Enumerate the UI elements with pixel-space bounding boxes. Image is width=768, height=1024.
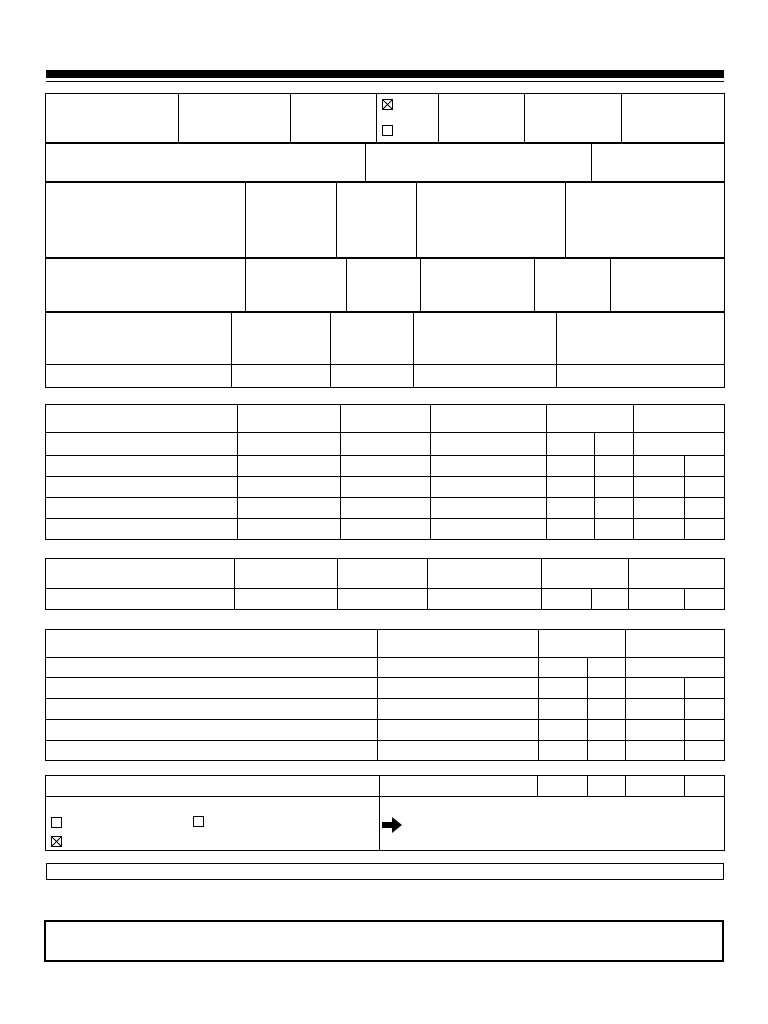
table-cell[interactable] [341, 519, 431, 540]
table-cell[interactable] [378, 658, 539, 678]
table-cell[interactable] [341, 456, 431, 477]
header-cell [46, 630, 378, 658]
field-cell[interactable] [557, 365, 725, 388]
table-cell[interactable] [685, 699, 725, 720]
field-cell[interactable] [46, 258, 246, 313]
field-cell[interactable] [592, 143, 725, 183]
field-cell[interactable] [232, 312, 331, 365]
table-cell[interactable] [547, 519, 595, 540]
table-cell[interactable] [685, 678, 725, 699]
field-cell[interactable] [337, 182, 417, 259]
table-cell[interactable] [595, 498, 634, 519]
table-cell[interactable] [595, 433, 634, 456]
table-cell[interactable] [634, 433, 725, 456]
table-cell[interactable] [595, 519, 634, 540]
table-cell[interactable] [685, 589, 725, 610]
header-cell [238, 405, 341, 433]
table-cell[interactable] [238, 433, 341, 456]
table-cell[interactable] [626, 658, 725, 678]
header-cell [46, 405, 238, 433]
field-cell[interactable] [566, 182, 725, 259]
table-cell[interactable] [539, 699, 588, 720]
table-cell[interactable] [431, 456, 547, 477]
field-cell[interactable] [46, 312, 232, 365]
section-1-row-3 [45, 181, 725, 259]
table-cell[interactable] [634, 477, 685, 498]
table-cell[interactable] [634, 456, 685, 477]
table-cell[interactable] [378, 678, 539, 699]
table-cell[interactable] [46, 658, 378, 678]
section-1-row-4 [45, 257, 725, 313]
table-cell[interactable] [238, 498, 341, 519]
table-cell[interactable] [46, 589, 235, 610]
table-cell[interactable] [235, 589, 338, 610]
table-cell[interactable] [685, 519, 725, 540]
table-cell[interactable] [547, 433, 595, 456]
field-cell[interactable] [439, 94, 525, 144]
field-cell[interactable] [347, 258, 421, 313]
header-cell [46, 559, 235, 589]
table-cell[interactable] [626, 678, 685, 699]
header-cell [626, 630, 725, 658]
table-cell[interactable] [685, 776, 725, 797]
table-cell[interactable] [238, 456, 341, 477]
table-cell[interactable] [588, 699, 626, 720]
table-cell[interactable] [539, 678, 588, 699]
table-cell[interactable] [547, 477, 595, 498]
section-1-row-5 [45, 311, 725, 388]
table-cell[interactable] [685, 477, 725, 498]
table-cell[interactable] [634, 498, 685, 519]
section-5-table [45, 775, 725, 851]
table-cell[interactable] [341, 477, 431, 498]
bottom-box[interactable] [44, 920, 724, 962]
table-cell[interactable] [547, 498, 595, 519]
table-cell[interactable] [626, 741, 685, 761]
checkbox-left-bottom[interactable] [51, 836, 62, 847]
table-cell[interactable] [626, 720, 685, 741]
table-cell[interactable] [431, 433, 547, 456]
header-cell [547, 405, 634, 433]
table-cell[interactable] [588, 678, 626, 699]
field-cell[interactable] [246, 182, 337, 259]
field-cell[interactable] [246, 258, 347, 313]
table-cell[interactable] [539, 741, 588, 761]
table-cell[interactable] [588, 658, 626, 678]
table-cell[interactable] [592, 589, 629, 610]
table-cell[interactable] [431, 477, 547, 498]
table-cell[interactable] [46, 741, 378, 761]
checkbox-cell [377, 94, 439, 144]
table-cell[interactable] [538, 776, 588, 797]
header-cell [338, 559, 428, 589]
header-cell [378, 630, 539, 658]
field-cell[interactable] [46, 143, 366, 183]
table-cell[interactable] [539, 720, 588, 741]
field-cell[interactable] [232, 365, 331, 388]
field-cell[interactable] [557, 312, 725, 365]
header-cell [235, 559, 338, 589]
table-cell[interactable] [46, 456, 238, 477]
table-cell[interactable] [626, 699, 685, 720]
field-cell[interactable] [414, 312, 557, 365]
checkbox-b[interactable] [382, 125, 393, 136]
table-cell[interactable] [46, 498, 238, 519]
field-cell[interactable] [414, 365, 557, 388]
header-cell [629, 559, 725, 589]
table-cell[interactable] [431, 498, 547, 519]
section-2-table [45, 404, 725, 540]
field-cell[interactable] [622, 94, 725, 144]
checkbox-a[interactable] [382, 99, 393, 110]
table-cell[interactable] [685, 720, 725, 741]
table-cell[interactable] [685, 498, 725, 519]
section-1-row-2 [45, 142, 725, 183]
field-cell[interactable] [46, 365, 232, 388]
field-cell[interactable] [417, 182, 566, 259]
right-arrow-icon [382, 817, 402, 833]
section-3-table [45, 558, 725, 610]
table-cell[interactable] [46, 776, 380, 797]
table-cell[interactable] [380, 776, 538, 797]
table-cell[interactable] [547, 456, 595, 477]
note-box[interactable] [46, 863, 724, 880]
field-cell[interactable] [291, 94, 377, 144]
header-thin-rule [46, 81, 724, 82]
table-cell[interactable] [46, 678, 378, 699]
table-cell[interactable] [685, 741, 725, 761]
field-cell[interactable] [421, 258, 535, 313]
table-cell[interactable] [542, 589, 592, 610]
table-cell[interactable] [46, 477, 238, 498]
table-cell[interactable] [341, 433, 431, 456]
checkbox-left-top[interactable] [51, 817, 62, 828]
table-cell[interactable] [378, 720, 539, 741]
table-cell[interactable] [685, 456, 725, 477]
table-cell[interactable] [595, 477, 634, 498]
section-1-grid [45, 93, 724, 388]
header-cell [431, 405, 547, 433]
section-4-table [45, 629, 725, 761]
header-cell [539, 630, 626, 658]
table-cell[interactable] [341, 498, 431, 519]
header-thick-rule [46, 70, 724, 78]
field-cell[interactable] [535, 258, 611, 313]
table-cell[interactable] [46, 720, 378, 741]
field-cell[interactable] [525, 94, 622, 144]
table-cell[interactable] [588, 741, 626, 761]
table-cell[interactable] [626, 776, 685, 797]
header-cell [634, 405, 725, 433]
field-cell[interactable] [331, 312, 414, 365]
table-cell[interactable] [539, 658, 588, 678]
table-cell[interactable] [238, 519, 341, 540]
table-cell[interactable] [431, 519, 547, 540]
table-cell[interactable] [588, 776, 626, 797]
arrow-cell [380, 797, 725, 851]
header-cell [341, 405, 431, 433]
table-cell[interactable] [46, 519, 238, 540]
field-cell[interactable] [46, 182, 246, 259]
checkbox-group-cell [46, 797, 380, 851]
table-cell[interactable] [378, 699, 539, 720]
table-cell[interactable] [428, 589, 542, 610]
field-cell[interactable] [331, 365, 414, 388]
table-cell[interactable] [629, 589, 685, 610]
field-cell[interactable] [46, 94, 179, 144]
table-cell[interactable] [338, 589, 428, 610]
table-cell[interactable] [634, 519, 685, 540]
section-1-row-1 [45, 93, 725, 144]
table-cell[interactable] [588, 720, 626, 741]
field-cell[interactable] [179, 94, 291, 144]
table-cell[interactable] [46, 433, 238, 456]
header-cell [428, 559, 542, 589]
field-cell[interactable] [611, 258, 725, 313]
table-cell[interactable] [378, 741, 539, 761]
header-cell [542, 559, 629, 589]
table-cell[interactable] [46, 699, 378, 720]
checkbox-mid[interactable] [193, 816, 204, 827]
table-cell[interactable] [595, 456, 634, 477]
field-cell[interactable] [366, 143, 592, 183]
table-cell[interactable] [238, 477, 341, 498]
